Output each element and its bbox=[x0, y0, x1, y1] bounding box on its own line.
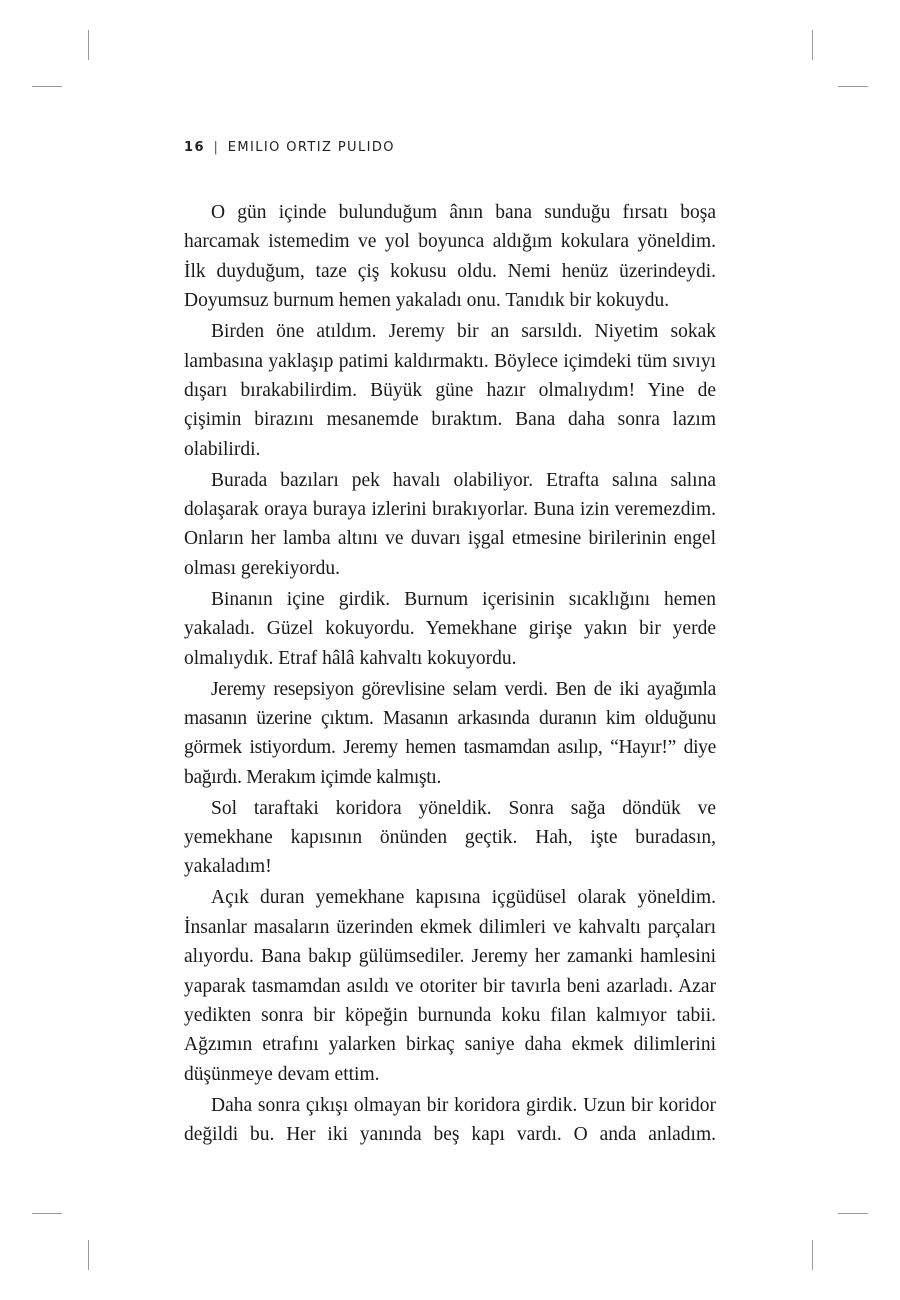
paragraph-5: Jeremy resepsiyon görevlisine selam verdi. Ben de iki ayağımla masanın üzerine çıktım. Masanın arkasında duranın kim olduğunu görmek istiyordum. Jeremy hemen tasmamdan asılıp, “Hayır!” diye bağırdı. Merakım içimde kalmıştı. bbox=[184, 678, 716, 788]
page-body bbox=[184, 198, 716, 1151]
paragraph-2: Birden öne atıldım. Jeremy bir an sarsıldı. Niyetim sokak lambasına yaklaşıp patimi kaldırmaktı. Böylece içimdeki tüm sıvıyı dışarı bırakabilirdim. Büyük güne hazır olmalıydım! Yine de çişimin birazını mesanemde bıraktım. Bana daha sonra lazım olabilirdi. bbox=[184, 321, 716, 460]
paragraph-1: O gün içinde bulunduğum ânın bana sunduğu fırsatı boşa harcamak istemedim ve yol boyunca aldığım kokulara yöneldim. İlk duyduğum, taze çiş kokusu oldu. Nemi henüz üzerindeydi. Doyumsuz burnum hemen yakaladı onu. Tanıdık bir kokuydu. bbox=[184, 202, 716, 312]
paragraph-6: Sol taraftaki koridora yöneldik. Sonra sağa döndük ve yemekhane kapısının önünden geçtik. Hah, işte buradasın, yakaladım! bbox=[184, 797, 716, 878]
page-number: 16 bbox=[184, 140, 205, 155]
crop-mark-bottom-right bbox=[812, 1240, 813, 1270]
paragraph-8: Daha sonra çıkışı olmayan bir koridora girdik. Uzun bir koridor değildi bu. Her iki yanında beş kapı vardı. O anda anladım. bbox=[184, 1094, 716, 1146]
paragraph-7: Açık duran yemekhane kapısına içgüdüsel olarak yöneldim. İnsanlar masaların üzerinden ekmek dilimleri ve kahvaltı parçaları alıyordu. Bana bakıp gülümsediler. Jeremy her zamanki hamlesini yaparak tasmamdan asıldı ve otoriter bir tavırla beni azarladı. Azar yedikten sonra bir köpeğin burnunda koku filan kalmıyor tabii. Ağzımın etrafını yalarken birkaç saniye daha ekmek dilimlerini düşünmeye devam ettim. bbox=[184, 887, 716, 1085]
paragraph-3: Burada bazıları pek havalı olabiliyor. Etrafta salına salına dolaşarak oraya buraya izlerini bırakıyorlar. Buna izin veremezdim. Onların her lamba altını ve duvarı işgal etmesine birilerinin engel olması gerekiyordu. bbox=[184, 469, 716, 579]
crop-mark-top-left bbox=[88, 30, 89, 60]
crop-mark-top-right bbox=[812, 30, 813, 60]
crop-mark-bottom-left bbox=[88, 1240, 89, 1270]
crop-mark-bottom-right-horizontal bbox=[838, 1213, 868, 1214]
running-title: EMILIO ORTIZ PULIDO bbox=[227, 140, 395, 155]
crop-mark-top-left-horizontal bbox=[32, 86, 62, 87]
crop-mark-bottom-left-horizontal bbox=[32, 1213, 62, 1214]
header-separator: | bbox=[213, 140, 220, 155]
crop-mark-top-right-horizontal bbox=[838, 86, 868, 87]
paragraph-4: Binanın içine girdik. Burnum içerisinin sıcaklığını hemen yakaladı. Güzel kokuyordu. Yemekhane girişe yakın bir yerde olmalıydık. Etraf hâlâ kahvaltı kokuyordu. bbox=[184, 588, 716, 669]
running-header bbox=[184, 140, 395, 155]
